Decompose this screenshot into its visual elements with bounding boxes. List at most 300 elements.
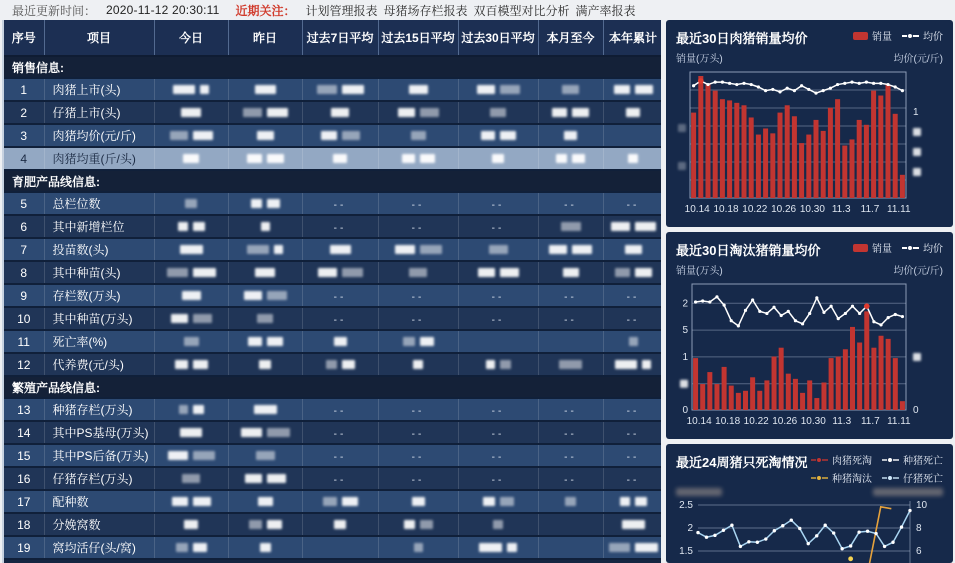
data-cell: [378, 78, 458, 101]
redacted-value: [193, 451, 215, 460]
redacted-value: [635, 497, 647, 506]
data-cell: [458, 513, 538, 536]
line-dot: [751, 298, 754, 301]
x-tick-label: 10.26: [771, 204, 797, 215]
column-header: 今日: [154, 20, 228, 56]
empty-dash-value: --: [491, 314, 505, 326]
data-cell: [538, 353, 603, 376]
column-header: 昨日: [228, 20, 302, 56]
line-dot: [824, 524, 827, 527]
topbar-link-2[interactable]: 母猪场存栏报表: [383, 3, 468, 18]
table-row[interactable]: [4, 330, 661, 353]
redacted-value: [267, 337, 283, 346]
line-dot: [786, 87, 789, 90]
chart1-right-axis-label: 均价(元/斤): [893, 54, 943, 65]
table-row[interactable]: [4, 78, 661, 101]
redacted-value: [500, 131, 516, 140]
redacted-value: [172, 497, 188, 506]
line-dot: [705, 536, 708, 539]
y-tick-label: 2.5: [679, 500, 693, 511]
line-dot: [706, 83, 709, 86]
redacted-tick: [913, 128, 921, 136]
line-dot: [807, 542, 810, 545]
data-cell: [228, 192, 302, 215]
table-row[interactable]: [4, 284, 661, 307]
empty-dash-value: --: [564, 451, 577, 463]
redacted-value: [572, 245, 592, 254]
data-cell: [603, 124, 661, 147]
row-number: 4: [4, 147, 44, 170]
topbar-link-3[interactable]: 双百模型对比分析: [473, 3, 570, 18]
data-cell: [302, 513, 378, 536]
topbar-link-4[interactable]: 满产率报表: [575, 3, 636, 18]
table-row[interactable]: [4, 467, 661, 490]
redacted-value: [331, 108, 349, 117]
redacted-value: [193, 314, 212, 323]
column-header: 过去7日平均: [302, 20, 378, 56]
empty-dash-value: --: [564, 199, 577, 211]
line-dot: [879, 82, 882, 85]
empty-dash-value: --: [491, 291, 505, 303]
chart2-canvas[interactable]: [676, 278, 943, 430]
line-dot: [793, 89, 796, 92]
chart1-legend-sales[interactable]: [853, 28, 892, 43]
redacted-value: [248, 337, 262, 346]
table-row[interactable]: [4, 101, 661, 124]
data-cell: [302, 467, 378, 490]
bar: [722, 367, 727, 410]
data-cell: [458, 147, 538, 170]
row-label: 肉猪均价(元/斤): [44, 124, 154, 147]
y-tick-label: 6: [916, 546, 922, 557]
topbar-link-1[interactable]: 计划管理报表: [305, 3, 378, 18]
redacted-value: [563, 268, 579, 277]
redacted-value: [256, 451, 275, 460]
bar-swatch-icon: [853, 244, 868, 252]
y-tick-label: 2: [682, 298, 688, 310]
data-cell: [378, 353, 458, 376]
line-dot: [872, 82, 875, 85]
bar: [700, 384, 705, 410]
bar: [821, 382, 826, 410]
redacted-value: [249, 520, 262, 529]
line-dot: [794, 319, 797, 322]
data-cell: [603, 490, 661, 513]
chart1-canvas[interactable]: [676, 66, 943, 218]
row-number: 18: [4, 513, 44, 536]
bar: [864, 125, 869, 198]
chart1-legend-price[interactable]: [902, 28, 943, 43]
line-dot: [798, 527, 801, 530]
section-header-label: 繁殖产品线信息:: [4, 376, 661, 398]
main-area: [0, 20, 955, 563]
data-cell: [302, 261, 378, 284]
redacted-value: [420, 337, 434, 346]
bar: [770, 133, 775, 198]
bar: [850, 327, 855, 410]
redacted-value: [561, 222, 581, 231]
empty-dash-value: --: [626, 291, 640, 303]
empty-dash-value: --: [491, 451, 505, 463]
redacted-value: [481, 131, 495, 140]
redacted-value: [318, 268, 337, 277]
yellow-dot: [848, 556, 853, 561]
data-cell: [603, 284, 661, 307]
redacted-value: [179, 405, 188, 414]
redacted-value: [342, 360, 355, 369]
empty-dash-value: --: [564, 314, 577, 326]
x-tick-label: 11.3: [832, 416, 852, 427]
line-dot: [849, 544, 852, 547]
empty-dash-value: --: [333, 314, 347, 326]
data-cell: [154, 513, 228, 536]
y-tick-label: 10: [916, 500, 928, 511]
line-dot: [879, 323, 882, 326]
row-label: 存栏数(万头): [44, 284, 154, 307]
chart3-legend-item[interactable]: [811, 470, 872, 485]
chart3-right-axis-label-redacted: [873, 488, 943, 496]
highlight-dot: [698, 78, 704, 84]
redacted-value: [261, 222, 270, 231]
row-number: 16: [4, 467, 44, 490]
section-header-label: 销售信息:: [4, 56, 661, 78]
row-number: 17: [4, 490, 44, 513]
y-tick-label: 1.5: [679, 546, 693, 557]
empty-dash-value: --: [333, 428, 347, 440]
y-tick-label: 2: [687, 523, 693, 534]
table-row[interactable]: [4, 421, 661, 444]
redacted-value: [267, 291, 287, 300]
chart1-title: 最近30日肉猪销量均价: [676, 31, 808, 46]
redacted-value: [330, 245, 351, 254]
empty-dash-value: --: [564, 428, 577, 440]
redacted-value: [642, 360, 651, 369]
data-cell: [154, 284, 228, 307]
line-dot: [858, 82, 861, 85]
redacted-value: [171, 314, 188, 323]
line-dot: [840, 547, 843, 550]
row-label: 分娩窝数: [44, 513, 154, 536]
x-tick-label: 10.30: [800, 416, 826, 427]
bar: [843, 349, 848, 410]
redacted-value: [255, 85, 276, 94]
bar: [871, 348, 876, 410]
x-tick-label: 10.18: [713, 204, 739, 215]
redacted-value: [625, 245, 642, 254]
chart1-legend: [853, 28, 943, 43]
chart3-canvas[interactable]: [676, 497, 943, 563]
line-dot: [894, 85, 897, 88]
data-cell: [154, 421, 228, 444]
line-dot: [891, 541, 894, 544]
x-tick-label: 11.7: [860, 204, 880, 215]
chart2-legend-price[interactable]: [902, 240, 943, 255]
empty-dash-value: --: [333, 222, 347, 234]
line-dot: [787, 310, 790, 313]
bar: [821, 131, 826, 198]
data-cell: [538, 513, 603, 536]
data-cell: [538, 261, 603, 284]
table-row[interactable]: [4, 536, 661, 559]
chart3-legend: [811, 452, 943, 485]
redacted-value: [412, 497, 425, 506]
row-label: 代养费(元/头): [44, 353, 154, 376]
empty-dash-value: --: [411, 199, 425, 211]
table-row[interactable]: [4, 353, 661, 376]
data-cell: [154, 330, 228, 353]
row-number: 3: [4, 124, 44, 147]
data-cell: [458, 101, 538, 124]
table-row[interactable]: [4, 238, 661, 261]
data-cell: [378, 192, 458, 215]
bar: [793, 379, 798, 410]
chart3-left-axis-label-redacted: [676, 488, 722, 496]
row-label: 其中PS基母(万头): [44, 421, 154, 444]
data-cell: [228, 101, 302, 124]
redacted-value: [559, 360, 582, 369]
redacted-value: [247, 154, 262, 163]
data-cell: [458, 444, 538, 467]
redacted-value: [193, 405, 204, 414]
data-cell: [228, 513, 302, 536]
empty-dash-value: --: [626, 314, 640, 326]
line-dot: [865, 81, 868, 84]
data-cell: [458, 353, 538, 376]
line-dot: [692, 84, 695, 87]
line-dot: [857, 530, 860, 533]
redacted-value: [565, 497, 576, 506]
data-cell: [154, 124, 228, 147]
redacted-value: [395, 245, 415, 254]
redacted-value: [244, 291, 262, 300]
data-cell: [538, 490, 603, 513]
chart2-legend-sales[interactable]: [853, 240, 892, 255]
data-cell: [603, 78, 661, 101]
data-cell: [538, 192, 603, 215]
data-cell: [538, 215, 603, 238]
redacted-value: [175, 360, 188, 369]
row-number: 19: [4, 536, 44, 559]
bar: [886, 85, 891, 198]
table-row[interactable]: [4, 147, 661, 170]
data-cell: [302, 444, 378, 467]
bar: [857, 343, 862, 410]
empty-dash-value: --: [333, 474, 347, 486]
redacted-value: [635, 222, 656, 231]
data-cell: [154, 444, 228, 467]
chart3-legend-item[interactable]: [882, 452, 943, 467]
bar: [828, 108, 833, 198]
y-tick-label: 0: [913, 405, 919, 416]
data-cell: [154, 467, 228, 490]
data-cell: [228, 78, 302, 101]
redacted-value: [274, 245, 283, 254]
x-tick-label: 10.14: [684, 204, 710, 215]
data-cell: [378, 284, 458, 307]
bar: [893, 358, 898, 410]
redacted-value: [170, 131, 188, 140]
redacted-value: [254, 405, 277, 414]
data-cell: [378, 513, 458, 536]
bar: [842, 146, 847, 198]
redacted-value: [176, 543, 188, 552]
redacted-value: [167, 268, 188, 277]
bar: [792, 116, 797, 198]
redacted-value: [500, 268, 519, 277]
column-header: 本年累计: [603, 20, 661, 56]
line-dot: [758, 310, 761, 313]
redacted-value: [193, 360, 208, 369]
line-dot: [728, 82, 731, 85]
line-dot: [696, 531, 699, 534]
redacted-tick: [913, 353, 921, 361]
data-cell: [458, 398, 538, 421]
redacted-value: [267, 474, 286, 483]
redacted-value: [181, 108, 201, 117]
chart-card-cull-sales: [666, 232, 953, 439]
data-cell: [538, 536, 603, 559]
row-label: 仔猪存栏(万头): [44, 467, 154, 490]
data-cell: [378, 147, 458, 170]
redacted-tick: [680, 380, 688, 388]
data-cell: [458, 78, 538, 101]
redacted-value: [493, 520, 503, 529]
data-cell: [538, 307, 603, 330]
line-dot: [886, 83, 889, 86]
line-dot: [730, 524, 733, 527]
redacted-value: [267, 520, 282, 529]
line-dot: [764, 537, 767, 540]
redacted-value: [251, 199, 262, 208]
line-dot: [822, 89, 825, 92]
redacted-value: [507, 543, 517, 552]
chart3-legend-label: 种猪淘汰: [832, 474, 872, 485]
redacted-value: [492, 154, 504, 163]
redacted-value: [490, 108, 506, 117]
empty-dash-value: --: [411, 291, 425, 303]
chart3-legend-item[interactable]: [882, 470, 943, 485]
redacted-value: [489, 245, 508, 254]
data-cell: [603, 101, 661, 124]
row-number: 13: [4, 398, 44, 421]
row-number: 1: [4, 78, 44, 101]
empty-dash-value: --: [626, 405, 640, 417]
line-dot: [883, 545, 886, 548]
data-cell: [378, 215, 458, 238]
table-row[interactable]: [4, 513, 661, 536]
table-row[interactable]: [4, 490, 661, 513]
line-dot: [814, 91, 817, 94]
data-cell: [154, 101, 228, 124]
data-cell: [302, 353, 378, 376]
redacted-value: [182, 291, 201, 300]
chart-card-weekly-deaths: [666, 444, 953, 563]
line-dot-swatch-icon: [902, 32, 919, 40]
row-label: 其中种苗(万头): [44, 307, 154, 330]
cull-spike-line: [868, 507, 892, 563]
empty-dash-value: --: [411, 405, 425, 417]
data-cell: [458, 490, 538, 513]
data-cell: [228, 536, 302, 559]
table-row[interactable]: [4, 307, 661, 330]
table-row[interactable]: [4, 192, 661, 215]
data-cell: [378, 261, 458, 284]
data-cell: [538, 284, 603, 307]
redacted-value: [628, 154, 638, 163]
data-cell: [603, 353, 661, 376]
bar: [871, 91, 876, 198]
redacted-value: [420, 245, 442, 254]
updated-time-value: 2020-11-12 20:30:11: [106, 3, 220, 17]
bar: [835, 99, 840, 198]
line-dot: [701, 299, 704, 302]
empty-dash-value: --: [411, 314, 425, 326]
report-table-panel: [2, 20, 661, 563]
data-cell: [302, 124, 378, 147]
bar: [772, 357, 777, 410]
redacted-value: [500, 360, 511, 369]
empty-dash-value: --: [491, 222, 505, 234]
redacted-value: [402, 154, 415, 163]
chart3-legend-item[interactable]: [811, 452, 872, 467]
line-dot: [722, 529, 725, 532]
line-dot: [815, 534, 818, 537]
chart1-head: [676, 28, 943, 47]
row-label: 窝均活仔(头/窝): [44, 536, 154, 559]
line-dot: [866, 530, 869, 533]
bar: [749, 117, 754, 198]
data-cell: [302, 147, 378, 170]
table-row[interactable]: [4, 215, 661, 238]
redacted-value: [200, 85, 209, 94]
data-cell: [302, 398, 378, 421]
table-row[interactable]: [4, 398, 661, 421]
table-row[interactable]: [4, 444, 661, 467]
table-row[interactable]: [4, 261, 661, 284]
redacted-value: [629, 337, 638, 346]
column-header: 过去15日平均: [378, 20, 458, 56]
redacted-value: [243, 108, 262, 117]
line-dot: [739, 545, 742, 548]
line-dot: [894, 313, 897, 316]
bar: [878, 96, 883, 198]
data-cell: [458, 238, 538, 261]
data-cell: [228, 284, 302, 307]
row-number: 6: [4, 215, 44, 238]
redacted-value: [193, 131, 213, 140]
row-number: 7: [4, 238, 44, 261]
line-dot: [765, 312, 768, 315]
redacted-value: [342, 497, 358, 506]
line-dot: [815, 296, 818, 299]
row-label: 其中PS后备(万头): [44, 444, 154, 467]
table-row[interactable]: [4, 124, 661, 147]
recent-focus-label: 近期关注：: [235, 3, 296, 18]
line-dot: [822, 311, 825, 314]
data-cell: [228, 398, 302, 421]
data-cell: [154, 307, 228, 330]
data-cell: [154, 238, 228, 261]
bars-series: [693, 311, 905, 410]
data-cell: [302, 330, 378, 353]
empty-dash-value: --: [626, 451, 640, 463]
column-header: 本月至今: [538, 20, 603, 56]
redacted-tick: [913, 168, 921, 176]
redacted-value: [342, 268, 363, 277]
redacted-value: [635, 543, 658, 552]
line-dot: [747, 540, 750, 543]
chart2-right-axis-label: 均价(元/斤): [893, 266, 943, 277]
